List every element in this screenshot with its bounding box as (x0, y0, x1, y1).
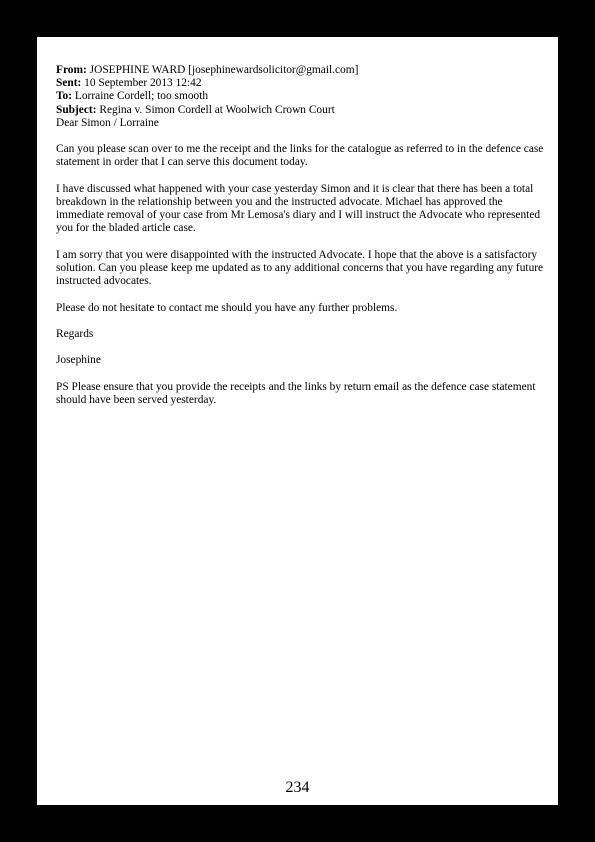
from-value: JOSEPHINE WARD [josephinewardsolicitor@gmail.com] (89, 64, 359, 76)
email-salutation: Dear Simon / Lorraine (56, 116, 159, 129)
to-label: To: (56, 90, 73, 103)
document-page (37, 37, 558, 805)
subject-label: Subject: (56, 103, 97, 116)
email-content (56, 64, 546, 420)
sent-value: 10 September 2013 12:42 (84, 77, 202, 90)
from-label: From: (56, 64, 87, 76)
body-paragraph-contact: Please do not hesitate to contact me should you have any further problems. (56, 301, 398, 314)
body-paragraph-apology: I am sorry that you were disappointed with the instructed Advocate. I hope that the above is a satisfactory solution. Can you please keep me updated as to any additional concerns that you have regarding any future instructed advocates. (56, 248, 544, 288)
sent-label: Sent: (56, 77, 82, 90)
body-postscript: PS Please ensure that you provide the receipts and the links by return email as the defence case statement should have been served yesterday. (56, 380, 536, 406)
body-closing-regards: Regards (56, 327, 94, 340)
body-signature-name: Josephine (56, 354, 101, 367)
body-paragraph-scan-request: Can you please scan over to me the receipt and the links for the catalogue as referred to in the defence case statement in order that I can serve this document today. (56, 143, 544, 169)
email-from-line (56, 64, 546, 77)
email-to-line (56, 90, 546, 103)
body-paragraph-case-breakdown: I have discussed what happened with your case yesterday Simon and it is clear that there has been a total breakdown in the relationship between you and the instructed advocate. Michael has approved the immediate removal of your case from Mr Lemosa's diary and I will instruct the Advocate who represented you for the bladed article case. (56, 182, 541, 235)
page-number: 234 (285, 779, 310, 796)
subject-value: Regina v. Simon Cordell at Woolwich Crown Court (99, 103, 335, 116)
email-sent-line (56, 77, 546, 90)
email-subject-line (56, 104, 546, 117)
to-value: Lorraine Cordell; too smooth (74, 90, 209, 103)
